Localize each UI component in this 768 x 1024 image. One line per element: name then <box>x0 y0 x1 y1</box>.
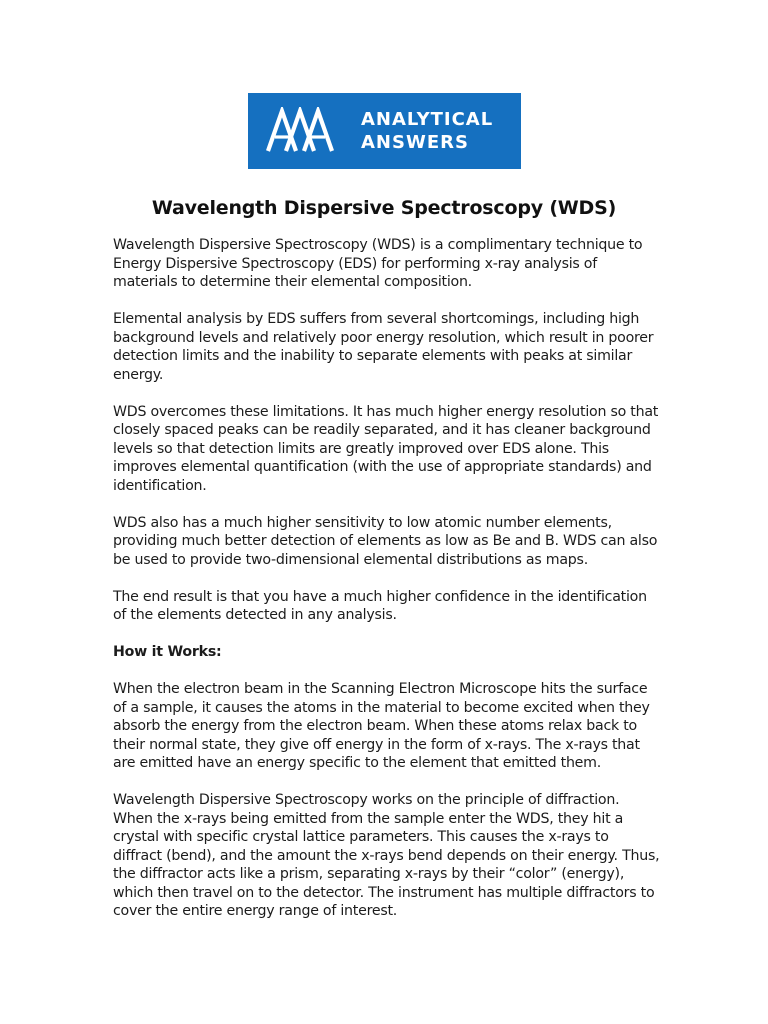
paragraph-end-result: The end result is that you have a much higher confidence in the identification of the elements detected in any analysis. <box>113 588 647 623</box>
logo-line-analytical: ANALYTICAL <box>361 109 494 130</box>
document-title: Wavelength Dispersive Spectroscopy (WDS) <box>151 197 617 219</box>
logo-line-answers: ANSWERS <box>361 132 469 153</box>
aaa-logo-mark-icon <box>266 107 358 153</box>
logo-text <box>361 108 493 154</box>
paragraph-electron-beam: When the electron beam in the Scanning Electron Microscope hits the surface of a sample, it causes the atoms in the material to become excited when they absorb the energy from the electron beam. When these atoms relax back to their normal state, they give off energy in the form of x-rays. The x-rays that are emitted have an energy specific to the element that emitted them. <box>113 681 650 771</box>
section-heading-how-it-works: How it Works: <box>113 644 222 660</box>
paragraph-eds-shortcomings: Elemental analysis by EDS suffers from several shortcomings, including high background levels and relatively poor energy resolution, which result in poorer detection limits and the inability to separate elements with peaks at similar energy. <box>113 311 654 383</box>
analytical-answers-logo <box>248 93 521 169</box>
paragraph-diffraction: Wavelength Dispersive Spectroscopy works on the principle of diffraction. When the x-rays being emitted from the sample enter the WDS, they hit a crystal with specific crystal lattice parameters. This causes the x-rays to diffract (bend), and the amount the x-rays bend depends on their energy. Thus, the diffractor acts like a prism, separating x-rays by their “color” (energy), which then travel on to the detector. The instrument has multiple diffractors to cover the entire energy range of interest. <box>113 792 660 919</box>
paragraph-wds-sensitivity: WDS also has a much higher sensitivity to low atomic number elements, providing much better detection of elements as low as Be and B. WDS can also be used to provide two-dimensional elemental distributions as maps. <box>113 514 658 568</box>
paragraph-wds-advantages: WDS overcomes these limitations. It has much higher energy resolution so that closely spaced peaks can be readily separated, and it has cleaner background levels so that detection limits are greatly improved over EDS alone. This improves elemental quantification (with the use of appropriate standards) and identification. <box>113 403 659 494</box>
document-body <box>113 236 661 939</box>
paragraph-intro: Wavelength Dispersive Spectroscopy (WDS) is a complimentary technique to Energy Dispersive Spectroscopy (EDS) for performing x-ray analysis of materials to determine their elemental composition. <box>113 237 643 290</box>
